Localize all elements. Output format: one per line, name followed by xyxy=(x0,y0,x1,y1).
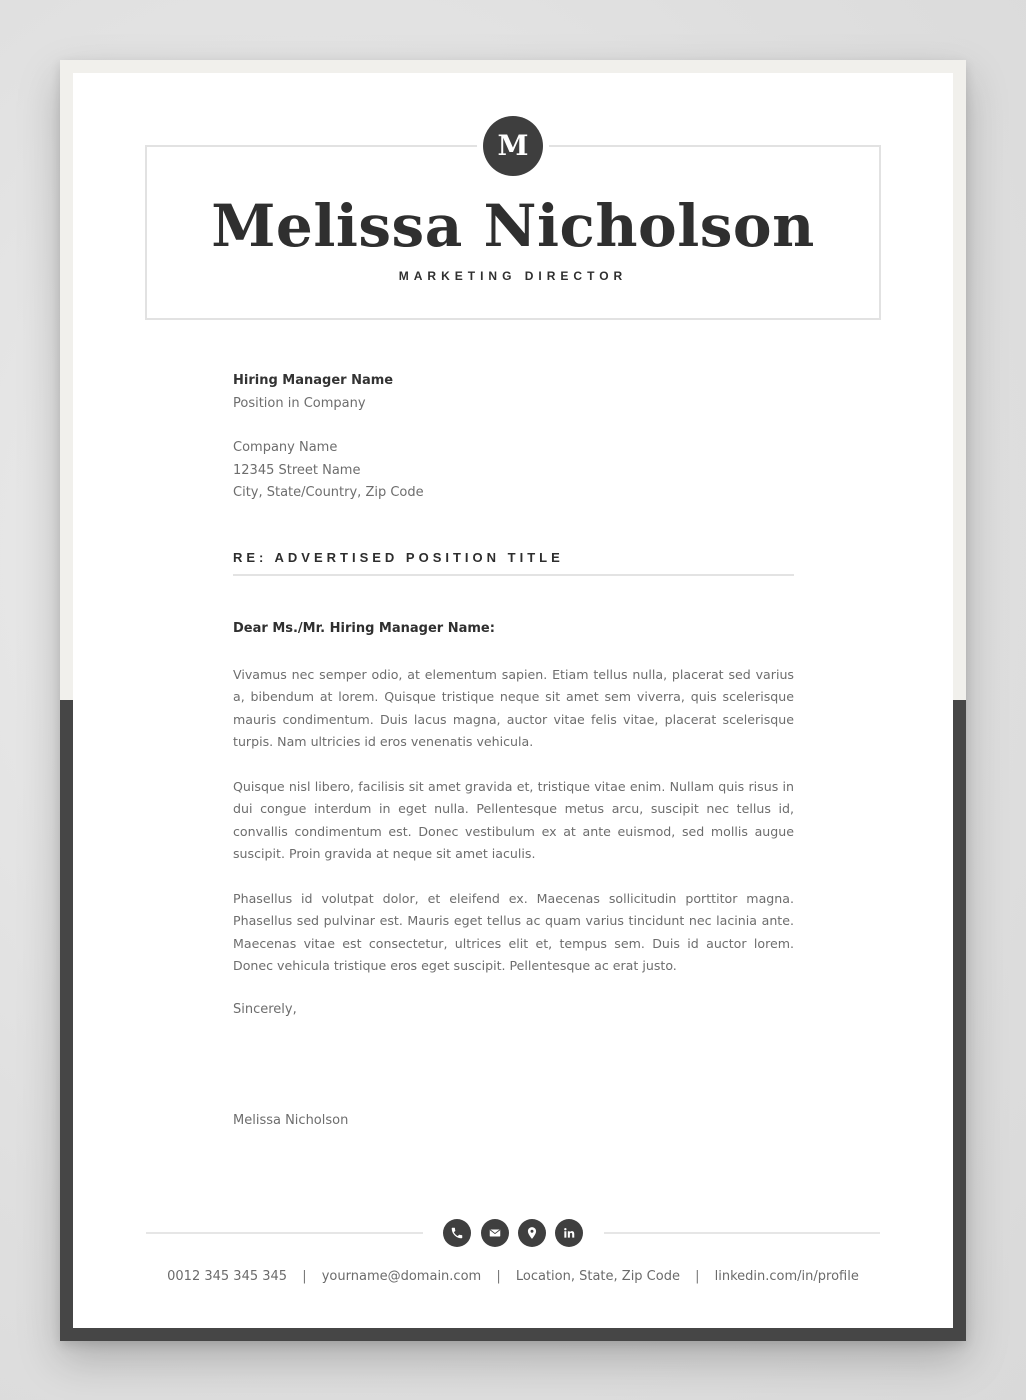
recipient-name: Hiring Manager Name xyxy=(233,373,394,388)
contact-separator: | xyxy=(496,1269,501,1284)
cover-letter-page xyxy=(73,73,953,1328)
recipient-company: Company Name xyxy=(233,440,338,455)
footer-divider-left xyxy=(146,1232,423,1234)
monogram-badge: M xyxy=(483,116,543,176)
contact-separator: | xyxy=(302,1269,307,1284)
contact-phone: 0012 345 345 345 xyxy=(167,1269,288,1284)
contact-separator: | xyxy=(695,1269,700,1284)
subject-line: RE: ADVERTISED POSITION TITLE xyxy=(233,550,564,565)
closing: Sincerely, xyxy=(233,1002,297,1017)
signature-name: Melissa Nicholson xyxy=(233,1113,349,1128)
email-icon xyxy=(481,1219,509,1247)
body-paragraph-2: Quisque nisl libero, facilisis sit amet gravida et, tristique vitae enim. Nullam quis risus in dui congue interdum in eget nulla. Pellentesque metus arcu, suscipit nec tellus id, convallis condimentum est. Donec vestibulum ex at ante euismod, sed mollis augue suscipit. Proin gravida at neque sit amet iaculis. xyxy=(233,779,794,862)
recipient-position: Position in Company xyxy=(233,395,366,411)
contact-location: Location, State, Zip Code xyxy=(515,1269,680,1284)
body-paragraph-3: Phasellus id volutpat dolor, et eleifend ex. Maecenas sollicitudin porttitor magna. Phasellus sed pulvinar est. Mauris eget tellus ac quam varius tincidunt nec lacinia ante. Maecenas vitae est consectetur, ultrices elit et, tempus sem. Duis id auctor lorem. Donec vehicula tristique eros eget suscipit. Pellentesque ac erat justo. xyxy=(233,891,794,974)
recipient-block xyxy=(233,370,794,505)
recipient-street: 12345 Street Name xyxy=(233,462,361,478)
contact-info-line xyxy=(73,1269,953,1284)
salutation: Dear Ms./Mr. Hiring Manager Name: xyxy=(233,621,495,636)
applicant-name: Melissa Nicholson xyxy=(211,192,815,260)
job-title: MARKETING DIRECTOR xyxy=(398,269,628,283)
subject-divider xyxy=(233,574,794,576)
location-pin-icon xyxy=(518,1219,546,1247)
linkedin-icon xyxy=(555,1219,583,1247)
recipient-city: City, State/Country, Zip Code xyxy=(233,485,424,500)
phone-icon xyxy=(443,1219,471,1247)
contact-email: yourname@domain.com xyxy=(321,1269,482,1284)
footer-divider-right xyxy=(604,1232,880,1234)
contact-linkedin: linkedin.com/in/profile xyxy=(714,1269,859,1284)
body-paragraph-1: Vivamus nec semper odio, at elementum sapien. Etiam tellus nulla, placerat sed varius a, bibendum at lorem. Quisque tristique neque sit amet sem viverra, quis scelerisque mauris condimentum. Duis lacus magna, auctor vitae felis vitae, placerat scelerisque turpis. Nam ultricies id eros venenatis vehicula. xyxy=(233,667,794,750)
